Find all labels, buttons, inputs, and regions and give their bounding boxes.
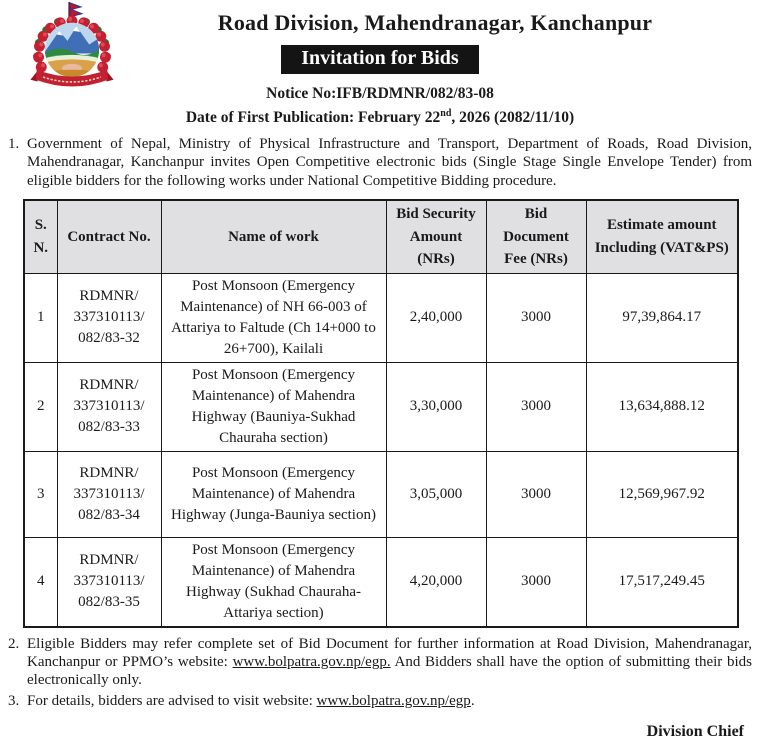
publication-date-year: , 2026 (2082/11/10) bbox=[451, 109, 575, 127]
cell-estimate: 17,517,249.45 bbox=[586, 537, 738, 627]
cell-name-of-work: Post Monsoon (Emergency Maintenance) of Mahendra Highway (Bauniya-Sukhad Chauraha section) bbox=[161, 362, 386, 451]
clause-1-number: 1. bbox=[8, 136, 20, 153]
header-bid-security: Bid Security Amount (NRs) bbox=[386, 200, 486, 273]
notice-number: Notice No:IFB/RDMNR/082/83-08 bbox=[266, 85, 494, 102]
invitation-banner: Invitation for Bids bbox=[281, 45, 478, 74]
cell-name-of-work: Post Monsoon (Emergency Maintenance) of NH 66-003 of Attariya to Faltude (Ch 14+000 to 26+700), Kailali bbox=[161, 273, 386, 362]
clause-3-number: 3. bbox=[8, 693, 20, 710]
cell-estimate: 97,39,864.17 bbox=[586, 273, 738, 362]
clause-2-number: 2. bbox=[8, 635, 20, 652]
clause-2-text bbox=[27, 635, 752, 690]
cell-estimate: 13,634,888.12 bbox=[586, 362, 738, 451]
nepal-emblem-icon bbox=[26, 2, 118, 96]
bid-table bbox=[23, 199, 739, 628]
header-contract-no: Contract No. bbox=[57, 200, 161, 273]
cell-bid-security: 4,20,000 bbox=[386, 537, 486, 627]
cell-name-of-work: Post Monsoon (Emergency Maintenance) of Mahendra Highway (Junga-Bauniya section) bbox=[161, 451, 386, 537]
cell-doc-fee: 3000 bbox=[486, 273, 586, 362]
header-doc-fee: Bid Document Fee (NRs) bbox=[486, 200, 586, 273]
cell-doc-fee: 3000 bbox=[486, 451, 586, 537]
clause-3-text bbox=[27, 692, 752, 710]
clause-2-post: And Bidders shall have the option of submitting their bids electronically only. bbox=[27, 653, 752, 689]
table-row bbox=[24, 362, 738, 451]
cell-name-of-work: Post Monsoon (Emergency Maintenance) of Mahendra Highway (Sukhad Chauraha-Attariya section) bbox=[161, 537, 386, 627]
clause-3 bbox=[8, 692, 752, 710]
clause-2 bbox=[8, 635, 752, 690]
table-row bbox=[24, 273, 738, 362]
nepal-emblem-logo bbox=[26, 2, 118, 96]
publication-date bbox=[8, 108, 752, 127]
bolpatra-website-link[interactable]: www.bolpatra.gov.np/egp bbox=[316, 693, 471, 710]
cell-bid-security: 3,05,000 bbox=[386, 451, 486, 537]
publication-date-text: Date of First Publication: February 22 bbox=[185, 109, 441, 127]
cell-bid-security: 2,40,000 bbox=[386, 273, 486, 362]
table-row bbox=[24, 451, 738, 537]
clause-3-post: . bbox=[470, 693, 475, 710]
clause-1-text: Government of Nepal, Ministry of Physical Infrastructure and Transport, Department of Roads, Road Division, Mahendranagar, Kanchanpur invites Open Competitive electronic bids (Single Stage Single Envelope Tender) from eligible bidders for the following works under National Competitive Bidding procedure. bbox=[27, 136, 752, 189]
clause-1 bbox=[8, 135, 752, 190]
signature-division-chief: Division Chief bbox=[646, 722, 744, 740]
ppmo-website-link[interactable]: www.bolpatra.gov.np/egp. bbox=[232, 653, 391, 670]
cell-contract-no: RDMNR/ 337310113/ 082/83-32 bbox=[57, 273, 161, 362]
header-estimate: Estimate amount Including (VAT&PS) bbox=[586, 200, 738, 273]
cell-estimate: 12,569,967.92 bbox=[586, 451, 738, 537]
clause-2-pre: Eligible Bidders may refer complete set of Bid Document for further information at Road Division, Mahendranagar, Kanchanpur or PPMO’s website: bbox=[27, 635, 752, 670]
ordinal-superscript: nd bbox=[440, 108, 452, 119]
page-title: Road Division, Mahendranagar, Kanchanpur bbox=[217, 10, 653, 35]
table-row bbox=[24, 537, 738, 627]
table-header-row bbox=[24, 200, 738, 273]
cell-doc-fee: 3000 bbox=[486, 362, 586, 451]
header-sn: S. N. bbox=[24, 200, 57, 273]
cell-sn: 2 bbox=[24, 362, 57, 451]
clause-3-pre: For details, bidders are advised to visit website: bbox=[27, 693, 317, 710]
cell-contract-no: RDMNR/ 337310113/ 082/83-33 bbox=[57, 362, 161, 451]
cell-sn: 1 bbox=[24, 273, 57, 362]
cell-bid-security: 3,30,000 bbox=[386, 362, 486, 451]
header-name-of-work: Name of work bbox=[161, 200, 386, 273]
cell-doc-fee: 3000 bbox=[486, 537, 586, 627]
cell-sn: 4 bbox=[24, 537, 57, 627]
cell-contract-no: RDMNR/ 337310113/ 082/83-35 bbox=[57, 537, 161, 627]
cell-sn: 3 bbox=[24, 451, 57, 537]
cell-contract-no: RDMNR/ 337310113/ 082/83-34 bbox=[57, 451, 161, 537]
